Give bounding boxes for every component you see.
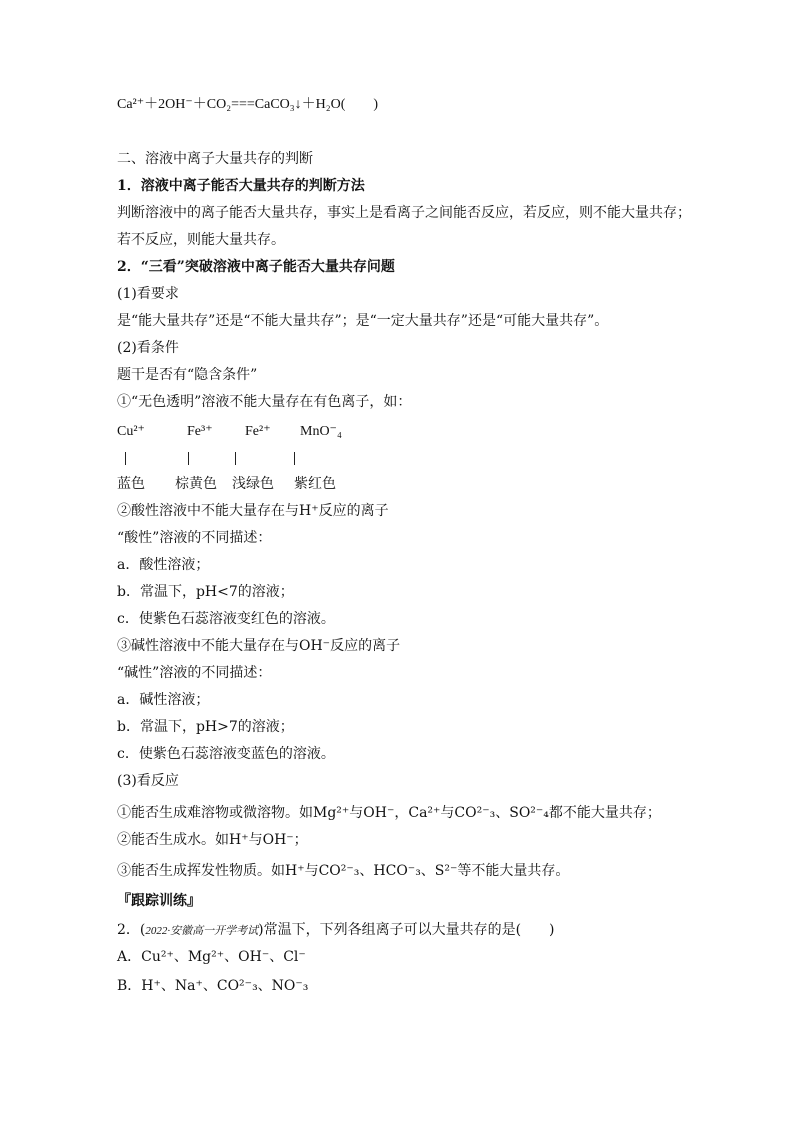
paragraph-1-line-1: 判断溶液中的离子能否大量共存，事实上是看离子之间能否反应，若反应，则不能大量共存； [117,205,691,221]
reaction-3: ③能否生成挥发性物质。如H⁺与CO²⁻₃、HCO⁻₃、S²⁻等不能大量共存。 [117,863,570,879]
connector-line [125,452,126,465]
item-2-text: 题干是否有“隐含条件” [117,367,258,383]
acid-b: b．常温下，pH<7的溶液； [117,584,294,600]
base-b: b．常温下，pH>7的溶液； [117,719,294,735]
subsection-2-title: 2．“三看”突破溶液中离子能否大量共存问题 [117,259,395,275]
ion-cu: Cu²⁺ [117,424,145,439]
item-1-text: 是“能大量共存”还是“不能大量共存”；是“一定大量共存”还是“可能大量共存”。 [117,313,609,329]
connector-line [235,452,236,465]
color-light-green: 浅绿色 [232,476,274,492]
ion-fe3: Fe³⁺ [187,424,213,439]
reaction-2: ②能否生成水。如H⁺与OH⁻； [117,832,308,848]
question-2-stem: )常温下，下列各组离子可以大量共存的是( ) [258,922,555,938]
reaction-1: ①能否生成难溶物或微溶物。如Mg²⁺与OH⁻，Ca²⁺与CO²⁻₃、SO²⁻₄都不能大量共存； [117,805,661,821]
option-a: A．Cu²⁺、Mg²⁺、OH⁻、Cl⁻ [117,949,306,965]
condition-3: ③碱性溶液中不能大量存在与OH⁻反应的离子 [117,638,401,654]
subsection-1-title: 1．溶液中离子能否大量共存的判断方法 [117,178,365,194]
color-brownish-yellow: 棕黄色 [175,476,217,492]
acid-a: a．酸性溶液； [117,557,210,573]
item-2-title: (2)看条件 [117,340,179,356]
acid-description: “酸性”溶液的不同描述： [117,530,272,546]
connector-line [188,452,189,465]
base-description: “碱性”溶液的不同描述： [117,665,272,681]
paragraph-1-line-2: 若不反应，则能大量共存。 [117,232,285,248]
tracking-practice-label: 『跟踪训练』 [117,893,201,909]
option-b: B．H⁺、Na⁺、CO²⁻₃、NO⁻₃ [117,978,309,994]
question-2-source: 2022·安徽高一开学考试 [145,925,259,937]
condition-2: ②酸性溶液中不能大量存在与H⁺反应的离子 [117,503,389,519]
equation-line: Ca²⁺＋2OH⁻＋CO₂===CaCO₃↓＋H₂O( ) [117,97,379,112]
acid-c: c．使紫色石蕊溶液变红色的溶液。 [117,611,335,627]
base-a: a．碱性溶液； [117,692,210,708]
item-1-title: (1)看要求 [117,286,179,302]
base-c: c．使紫色石蕊溶液变蓝色的溶液。 [117,746,335,762]
color-purple-red: 紫红色 [294,476,336,492]
question-2-number: 2．( [117,922,146,938]
question-2 [117,920,555,941]
connector-line [294,452,295,465]
condition-1: ①“无色透明”溶液不能大量存在有色离子，如： [117,394,412,410]
ion-mno4: MnO⁻₄ [300,424,342,439]
section-title: 二、溶液中离子大量共存的判断 [117,151,313,167]
color-blue: 蓝色 [117,476,145,492]
item-3-title: (3)看反应 [117,773,179,789]
ion-fe2: Fe²⁺ [245,424,271,439]
